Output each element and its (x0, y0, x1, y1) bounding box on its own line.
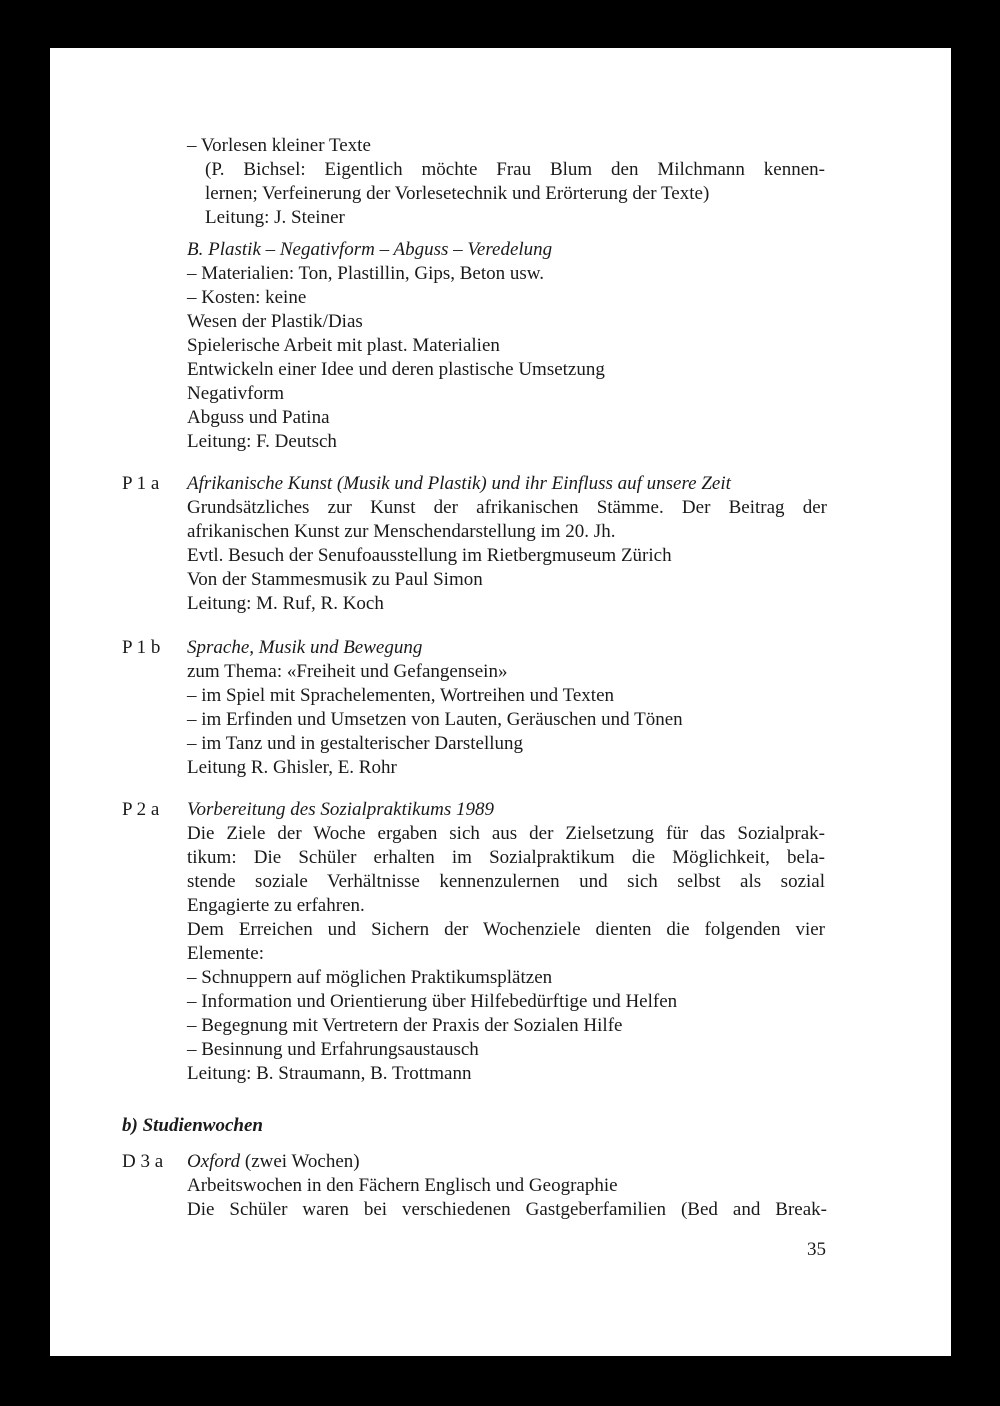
p1a-line-1: Grundsätzliches zur Kunst der afrikanischen Stämme. Der Beitrag der (187, 497, 827, 518)
section-b-line-5: Entwickeln einer Idee und deren plastische Umsetzung (187, 359, 605, 380)
p1a-line-4: Von der Stammesmusik zu Paul Simon (187, 569, 483, 590)
intro-line-4: Leitung: J. Steiner (205, 207, 345, 228)
p1a-line-5: Leitung: M. Ruf, R. Koch (187, 593, 384, 614)
p2a-line-10: – Besinnung und Erfahrungsaustausch (187, 1039, 479, 1060)
p1b-line-4: – im Tanz und in gestalterischer Darstellung (187, 733, 524, 754)
section-b-line-4: Spielerische Arbeit mit plast. Materialien (187, 335, 500, 356)
p1a-title: Afrikanische Kunst (Musik und Plastik) und ihr Einfluss auf unsere Zeit (187, 473, 731, 494)
p1b-code: P 1 b (122, 637, 161, 658)
p2a-code: P 2 a (122, 799, 160, 820)
p1a-line-3: Evtl. Besuch der Senufoausstellung im Rietbergmuseum Zürich (187, 545, 672, 566)
p1a-code: P 1 a (122, 473, 160, 494)
p2a-line-3: stende soziale Verhältnisse kennenzulernen und sich selbst als sozial (187, 871, 825, 892)
section-b-line-2: – Kosten: keine (187, 287, 307, 308)
page-number: 35 (807, 1239, 826, 1260)
document-page (50, 48, 951, 1356)
p1b-line-2: – im Spiel mit Sprachelementen, Wortreihen und Texten (187, 685, 615, 706)
p2a-line-4: Engagierte zu erfahren. (187, 895, 365, 916)
intro-line-2: (P. Bichsel: Eigentlich möchte Frau Blum den Milchmann kennen- (205, 159, 825, 180)
p1b-line-3: – im Erfinden und Umsetzen von Lauten, Geräuschen und Tönen (187, 709, 683, 730)
studienwochen-heading: b) Studienwochen (122, 1115, 263, 1136)
p2a-line-2: tikum: Die Schüler erhalten im Sozialpraktikum die Möglichkeit, bela- (187, 847, 825, 868)
d3a-code: D 3 a (122, 1151, 164, 1172)
section-b-line-3: Wesen der Plastik/Dias (187, 311, 363, 332)
p2a-line-11: Leitung: B. Straumann, B. Trottmann (187, 1063, 472, 1084)
section-b-line-7: Abguss und Patina (187, 407, 330, 428)
p2a-line-9: – Begegnung mit Vertretern der Praxis der Sozialen Hilfe (187, 1015, 623, 1036)
d3a-line-2: Die Schüler waren bei verschiedenen Gastgeberfamilien (Bed and Break- (187, 1199, 827, 1220)
p2a-line-8: – Information und Orientierung über Hilfebedürftige und Helfen (187, 991, 678, 1012)
p2a-title: Vorbereitung des Sozialpraktikums 1989 (187, 799, 494, 820)
section-b-line-8: Leitung: F. Deutsch (187, 431, 337, 452)
p2a-line-6: Elemente: (187, 943, 265, 964)
d3a-line-1: Arbeitswochen in den Fächern Englisch und Geographie (187, 1175, 618, 1196)
p1b-title: Sprache, Musik und Bewegung (187, 637, 423, 658)
section-b-title: B. Plastik – Negativform – Abguss – Veredelung (187, 239, 553, 260)
intro-line-3: lernen; Verfeinerung der Vorlesetechnik und Erörterung der Texte) (205, 183, 710, 204)
section-b-line-1: – Materialien: Ton, Plastillin, Gips, Beton usw. (187, 263, 545, 284)
d3a-title-suffix: (zwei Wochen) (240, 1151, 360, 1172)
d3a-title-line (187, 1150, 360, 1174)
p1a-line-2: afrikanischen Kunst zur Menschendarstellung im 20. Jh. (187, 521, 616, 542)
p1b-line-5: Leitung R. Ghisler, E. Rohr (187, 757, 397, 778)
section-b-line-6: Negativform (187, 383, 285, 404)
p2a-line-5: Dem Erreichen und Sichern der Wochenziele dienten die folgenden vier (187, 919, 825, 940)
p2a-line-7: – Schnuppern auf möglichen Praktikumsplätzen (187, 967, 553, 988)
d3a-title: Oxford (187, 1151, 241, 1172)
p2a-line-1: Die Ziele der Woche ergaben sich aus der Zielsetzung für das Sozialprak- (187, 823, 825, 844)
intro-line-1: – Vorlesen kleiner Texte (187, 135, 371, 156)
p1b-line-1: zum Thema: «Freiheit und Gefangensein» (187, 661, 508, 682)
